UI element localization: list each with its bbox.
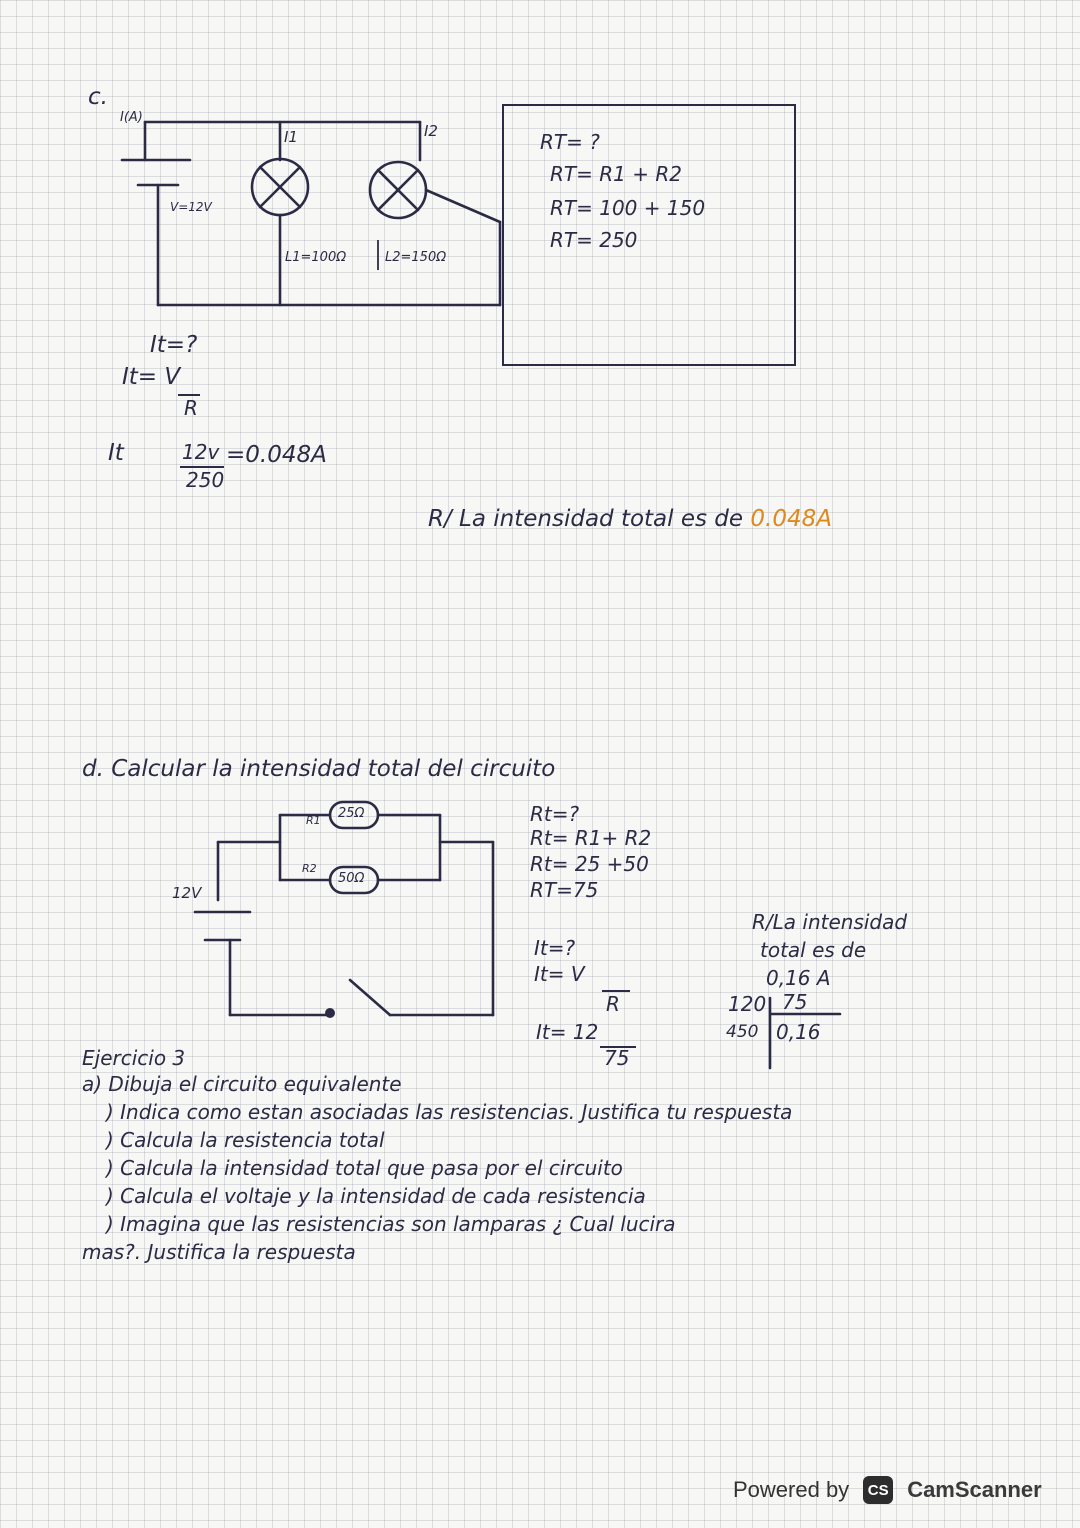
box-line-1: RT= ? [540, 130, 600, 154]
answer-d-line-2: total es de [760, 938, 867, 962]
calc-c-line-2-denominator: R [184, 396, 198, 420]
answer-d-line-1: R/La intensidad [752, 910, 908, 934]
calc-c-line-3-denominator: 250 [186, 468, 225, 492]
exercise3-item-5: ) Calcula el voltaje y la intensidad de cada resistencia [106, 1184, 646, 1208]
answer-c-text [428, 506, 832, 532]
exercise3-item-1: a) Dibuja el circuito equivalente [82, 1072, 402, 1096]
calc-d-line-2: Rt= R1+ R2 [530, 826, 652, 850]
calc-c-line-3-prefix: It [108, 440, 124, 466]
calc-c-line-1: It=? [150, 332, 198, 358]
voltage-d-label: 12V [172, 884, 202, 902]
powered-by-text: Powered by [733, 1477, 850, 1502]
calc-d-line-1: Rt=? [530, 802, 580, 826]
calc-d-line-4: RT=75 [530, 878, 599, 902]
calc-d-line-6: It= V [534, 962, 585, 986]
resistor-r1-value: 25Ω [338, 806, 365, 821]
exercise3-item-6: ) Imagina que las resistencias son lamparas ¿ Cual lucira [106, 1212, 676, 1236]
current-i2-label: I2 [424, 122, 438, 140]
camscanner-brand: CamScanner [907, 1477, 1042, 1502]
calc-d-line-6-denominator: R [606, 992, 620, 1016]
box-line-2: RT= R1 + R2 [550, 162, 682, 186]
calc-d-line-7: It= 12 [536, 1020, 599, 1044]
calc-d-line-5: It=? [534, 936, 576, 960]
switch-node-left [325, 1008, 335, 1018]
answer-c-value: 0.048A [750, 506, 832, 532]
answer-d-line-3: 0,16 A [766, 966, 831, 990]
section-d-title: d. Calcular la intensidad total del circuito [82, 756, 556, 782]
current-i1-label: I1 [284, 128, 298, 146]
lamp2-wire-right [426, 190, 500, 222]
exercise3-item-7: mas?. Justifica la respuesta [82, 1240, 356, 1264]
calc-c-line-2: It= V [122, 364, 181, 390]
resistor-r2-value: 50Ω [338, 871, 365, 886]
division-quotient: 0,16 [776, 1020, 821, 1044]
lamp1-label: L1=100Ω [285, 250, 347, 265]
switch-icon [350, 980, 390, 1015]
division-divisor: 75 [782, 990, 808, 1014]
calc-d-line-3: Rt= 25 +50 [530, 852, 649, 876]
exercise3-item-2: ) Indica como estan asociadas las resistencias. Justifica tu respuesta [106, 1100, 793, 1124]
resistor-r2-tag: R2 [302, 862, 317, 875]
box-line-4: RT= 250 [550, 228, 638, 252]
exercise3-title: Ejercicio 3 [82, 1046, 186, 1070]
current-label: I(A) [120, 110, 143, 125]
calc-c-line-3-numerator: 12v [182, 440, 220, 464]
division-dividend: 120 [728, 992, 767, 1016]
calc-d-line-7-denominator: 75 [604, 1046, 630, 1070]
exercise3-item-3: ) Calcula la resistencia total [106, 1128, 385, 1152]
box-line-3: RT= 100 + 150 [550, 196, 706, 220]
section-c-label: c. [88, 84, 108, 110]
lamp2-label: L2=150Ω [385, 250, 447, 265]
voltage-c-label: V=12V [170, 200, 212, 214]
exercise3-item-4: ) Calcula la intensidad total que pasa por el circuito [106, 1156, 623, 1180]
division-remainder: 450 [726, 1022, 759, 1042]
camscanner-logo-icon: CS [863, 1476, 893, 1504]
answer-c-prefix: R/ La intensidad total es de [428, 506, 744, 532]
camscanner-footer [733, 1470, 1042, 1510]
calc-c-line-3-result: =0.048A [226, 442, 327, 468]
resistor-r1-tag: R1 [306, 814, 321, 827]
